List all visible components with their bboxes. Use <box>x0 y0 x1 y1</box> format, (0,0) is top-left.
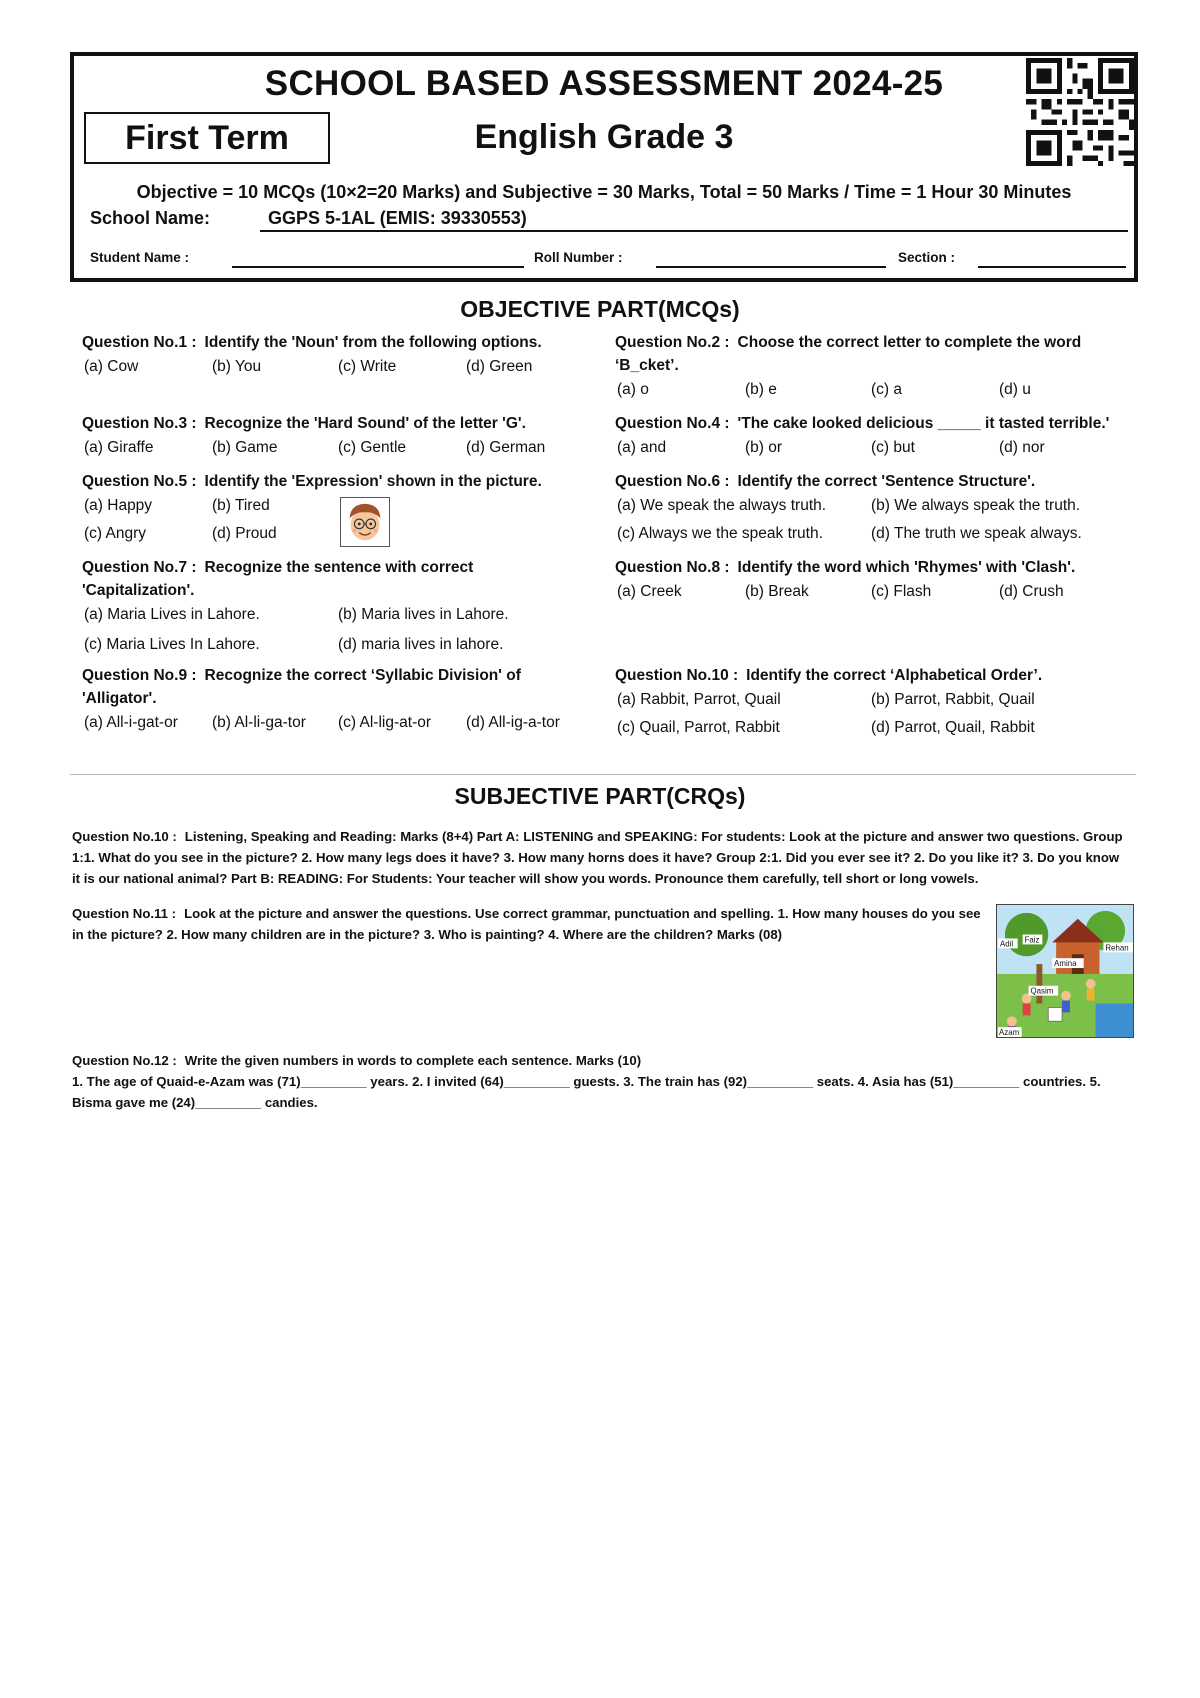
option-d[interactable]: (d) nor <box>999 439 1045 456</box>
option-b[interactable]: (b) Maria lives in Lahore. <box>338 606 509 623</box>
option-a[interactable]: (a) o <box>617 381 649 398</box>
qr-code-icon <box>1026 58 1134 166</box>
option-d[interactable]: (d) Green <box>466 358 533 375</box>
option-c[interactable]: (c) Quail, Parrot, Rabbit <box>617 719 780 736</box>
school-name-value: GGPS 5-1AL (EMIS: 39330553) <box>260 208 1128 232</box>
roll-number-blank[interactable] <box>656 266 886 268</box>
option-b[interactable]: (b) or <box>745 439 783 456</box>
student-name-blank[interactable] <box>232 266 524 268</box>
label-faiz: Faiz <box>1024 935 1040 945</box>
question-5: Question No.5 : Identify the 'Expression' shown in the picture. (a) Happy (b) Tired (c) Angry (d) Proud <box>82 470 602 549</box>
question-6: Question No.6 : Identify the correct 'Sentence Structure'. (a) We speak the always truth. (b) We always speak the truth. (c) Always we the speak truth. (d) The truth we speak always. <box>615 470 1135 549</box>
option-a[interactable]: (a) Cow <box>84 358 139 375</box>
option-c[interactable]: (c) Flash <box>871 583 932 600</box>
boy-face-icon <box>340 497 390 547</box>
option-c[interactable]: (c) Gentle <box>338 439 407 456</box>
option-d[interactable]: (d) Parrot, Quail, Rabbit <box>871 719 1035 736</box>
option-c[interactable]: (c) but <box>871 439 915 456</box>
question-1: Question No.1 : Identify the 'Noun' from the following options. (a) Cow (b) You (c) Write (d) Green <box>82 331 602 382</box>
option-c[interactable]: (c) Write <box>338 358 397 375</box>
question-10: Question No.10 : Identify the correct ‘Alphabetical Order’. (a) Rabbit, Parrot, Quail (b) Parrot, Rabbit, Quail (c) Quail, Parrot, Rabbit (d) Parrot, Quail, Rabbit <box>615 664 1135 743</box>
option-d[interactable]: (d) u <box>999 381 1031 398</box>
options-row <box>615 583 1135 607</box>
header-box <box>70 52 1138 282</box>
section-label: Section : <box>898 250 956 265</box>
option-d[interactable]: (d) Proud <box>212 525 277 542</box>
label-adil: Adil <box>999 939 1014 949</box>
option-a[interactable]: (a) Giraffe <box>84 439 154 456</box>
options-row <box>615 497 1135 521</box>
playground-picture <box>996 904 1134 1038</box>
option-c[interactable]: (c) Angry <box>84 525 147 542</box>
options-row <box>82 439 602 463</box>
option-c[interactable]: (c) Maria Lives In Lahore. <box>84 636 260 653</box>
options-row <box>82 606 542 630</box>
student-name-label: Student Name : <box>90 250 190 265</box>
term-box: First Term <box>84 112 330 164</box>
option-b[interactable]: (b) Break <box>745 583 809 600</box>
option-c[interactable]: (c) Always we the speak truth. <box>617 525 823 542</box>
option-b[interactable]: (b) You <box>212 358 262 375</box>
objective-title: OBJECTIVE PART(MCQs) <box>460 296 740 322</box>
label-rehan: Rehan <box>1105 943 1129 953</box>
question-4: Question No.4 : 'The cake looked delicious _____ it tasted terrible.' (a) and (b) or (c) but (d) nor <box>615 412 1135 463</box>
option-a[interactable]: (a) Maria Lives in Lahore. <box>84 606 260 623</box>
option-d[interactable]: (d) All-ig-a-tor <box>466 714 560 731</box>
option-b[interactable]: (b) We always speak the truth. <box>871 497 1081 514</box>
option-d[interactable]: (d) Crush <box>999 583 1064 600</box>
options-row <box>82 636 542 660</box>
crq-question-10: Question No.10 : Listening, Speaking and Reading: Marks (8+4) Part A: LISTENING and SPEAKING: For students: Look at the picture and answer two questions. Group 1:1. What do you see in the picture? 2. How many legs does it have? 3. How many horns does it have? Group 2:1. Did you ever see it? 2. Do you like it? 3. Do you know it is our national animal? Part B: READING: For Students: Your teacher will show you words. Pronounce them carefully, tell short or long vowels. <box>72 829 1123 886</box>
label-qasim: Qasim <box>1030 986 1054 996</box>
label-amina: Amina <box>1054 959 1077 969</box>
section-divider <box>70 774 1136 775</box>
option-d[interactable]: (d) The truth we speak always. <box>871 525 1082 542</box>
question-8: Question No.8 : Identify the word which 'Rhymes' with 'Clash'. (a) Creek (b) Break (c) Flash (d) Crush <box>615 556 1135 607</box>
question-2: Question No.2 : Choose the correct letter to complete the word ‘B_cket’. (a) o (b) e (c) a (d) u <box>615 331 1115 405</box>
school-name-label: School Name: <box>90 208 211 228</box>
section-blank[interactable] <box>978 266 1126 268</box>
option-b[interactable]: (b) Parrot, Rabbit, Quail <box>871 691 1035 708</box>
options-row <box>615 439 1135 463</box>
exam-title: SCHOOL BASED ASSESSMENT 2024-25 <box>264 64 944 103</box>
option-b[interactable]: (b) Tired <box>212 497 270 514</box>
option-b[interactable]: (b) Game <box>212 439 278 456</box>
number-sentences: 1. The age of Quaid-e-Azam was (71)_________ years. 2. I invited (64)_________ guests. 3. The train has (92)_________ seats. 4. Asia has (51)_________ countries. 5. Bisma gave me (24)_________ candies. <box>72 1074 1101 1110</box>
option-d[interactable]: (d) German <box>466 439 546 456</box>
option-a[interactable]: (a) Happy <box>84 497 153 514</box>
option-a[interactable]: (a) and <box>617 439 667 456</box>
subject-title: English Grade 3 <box>474 118 734 156</box>
question-3: Question No.3 : Recognize the 'Hard Sound' of the letter 'G'. (a) Giraffe (b) Game (c) Gentle (d) German <box>82 412 602 463</box>
subjective-title: SUBJECTIVE PART(CRQs) <box>454 783 746 809</box>
options-row <box>615 381 1115 405</box>
options-row <box>615 525 1135 549</box>
options-row <box>82 714 560 738</box>
options-row <box>82 358 602 382</box>
option-d[interactable]: (d) maria lives in lahore. <box>338 636 504 653</box>
student-info-row <box>90 246 1130 270</box>
option-a[interactable]: (a) Creek <box>617 583 682 600</box>
crq-question-12: Question No.12 : Write the given numbers in words to complete each sentence. Marks (10) 1. The age of Quaid-e-Azam was (71)_________ years. 2. I invited (64)_________ guests. 3. The train has (92)_________ seats. 4. Asia has (51)_________ countries. 5. Bisma gave me (24)_________ candies. <box>72 1050 1128 1113</box>
options-row <box>615 719 1135 743</box>
question-9: Question No.9 : Recognize the correct ‘Syllabic Division' of 'Alligator'. (a) All-i-gat-or (b) Al-li-ga-tor (c) Al-lig-at-or (d) All-ig-a-tor <box>82 664 552 738</box>
option-c[interactable]: (c) Al-lig-at-or <box>338 714 432 731</box>
option-a[interactable]: (a) We speak the always truth. <box>617 497 827 514</box>
marks-summary: Objective = 10 MCQs (10×2=20 Marks) and Subjective = 30 Marks, Total = 50 Marks / Time = 1 Hour 30 Minutes <box>136 182 1072 202</box>
option-c[interactable]: (c) a <box>871 381 902 398</box>
crq-question-11: Question No.11 : Look at the picture and answer the questions. Use correct grammar, punctuation and spelling. 1. How many houses do you see in the picture? 2. How many children are in the picture? 3. Who is painting? 4. Where are the children? Marks (08) <box>72 906 981 942</box>
roll-number-label: Roll Number : <box>534 250 623 265</box>
option-b[interactable]: (b) e <box>745 381 777 398</box>
option-a[interactable]: (a) All-i-gat-or <box>84 714 178 731</box>
option-a[interactable]: (a) Rabbit, Parrot, Quail <box>617 691 781 708</box>
options-row <box>615 691 1135 715</box>
question-7: Question No.7 : Recognize the sentence with correct 'Capitalization'. (a) Maria Lives in Lahore. (b) Maria lives in Lahore. (c) Maria Lives In Lahore. (d) maria lives in lahore. <box>82 556 542 660</box>
label-azam: Azam <box>999 1028 1020 1038</box>
option-b[interactable]: (b) Al-li-ga-tor <box>212 714 306 731</box>
